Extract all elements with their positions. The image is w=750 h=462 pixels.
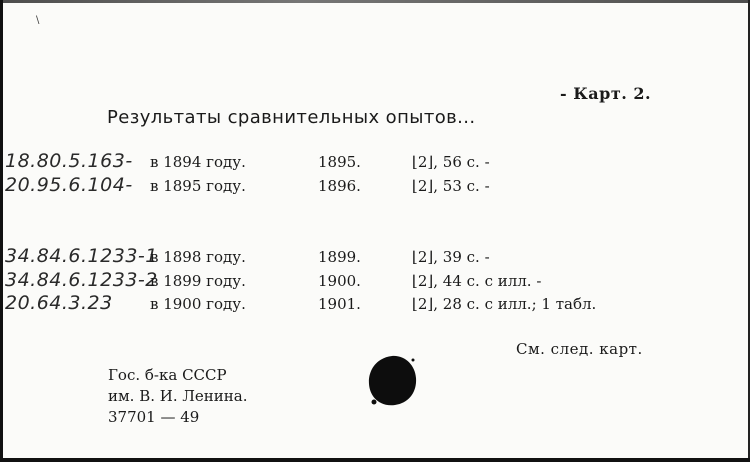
entry-row	[0, 150, 750, 174]
publication-year: в 1900 году.	[150, 295, 246, 313]
following-year: 1901.	[318, 295, 361, 313]
publication-year: в 1895 году.	[150, 177, 246, 195]
card-number: - Карт. 2.	[560, 84, 652, 103]
publication-year: в 1898 году.	[150, 248, 246, 266]
shelf-code: 34.84.6.1233-1	[5, 245, 158, 267]
entry-details: ⌊2⌋, 44 с. с илл. -	[412, 272, 542, 290]
shelf-code: 34.84.6.1233-2	[5, 269, 158, 291]
entry-row	[0, 269, 750, 293]
following-year: 1895.	[318, 153, 361, 171]
entry-details: ⌊2⌋, 56 с. -	[412, 153, 490, 171]
library-dedication: им. В. И. Ленина.	[108, 387, 248, 405]
card-title: Результаты сравнительных опытов...	[107, 107, 476, 128]
shelf-code: 18.80.5.163-	[5, 150, 133, 172]
card-top-edge	[0, 0, 750, 3]
entry-row	[0, 292, 750, 316]
see-next-card-note: См. след. карт.	[516, 340, 643, 358]
entry-details: ⌊2⌋, 39 с. -	[412, 248, 490, 266]
following-year: 1899.	[318, 248, 361, 266]
card-bottom-edge	[0, 458, 750, 462]
publication-year: в 1899 году.	[150, 272, 246, 290]
shelf-code: 20.64.3.23	[5, 292, 113, 314]
library-name: Гос. б-ка СССР	[108, 366, 227, 384]
entry-details: ⌊2⌋, 28 с. с илл.; 1 табл.	[412, 295, 597, 313]
shelf-code: 20.95.6.104-	[5, 174, 133, 196]
card-serial: 37701 — 49	[108, 408, 200, 426]
entry-row	[0, 245, 750, 269]
publication-year: в 1894 году.	[150, 153, 246, 171]
card-left-edge	[0, 0, 3, 462]
ink-blot	[365, 352, 419, 408]
following-year: 1896.	[318, 177, 361, 195]
library-imprint	[108, 365, 247, 428]
entry-row	[0, 174, 750, 198]
corner-mark: \	[36, 15, 40, 26]
following-year: 1900.	[318, 272, 361, 290]
entry-details: ⌊2⌋, 53 с. -	[412, 177, 490, 195]
